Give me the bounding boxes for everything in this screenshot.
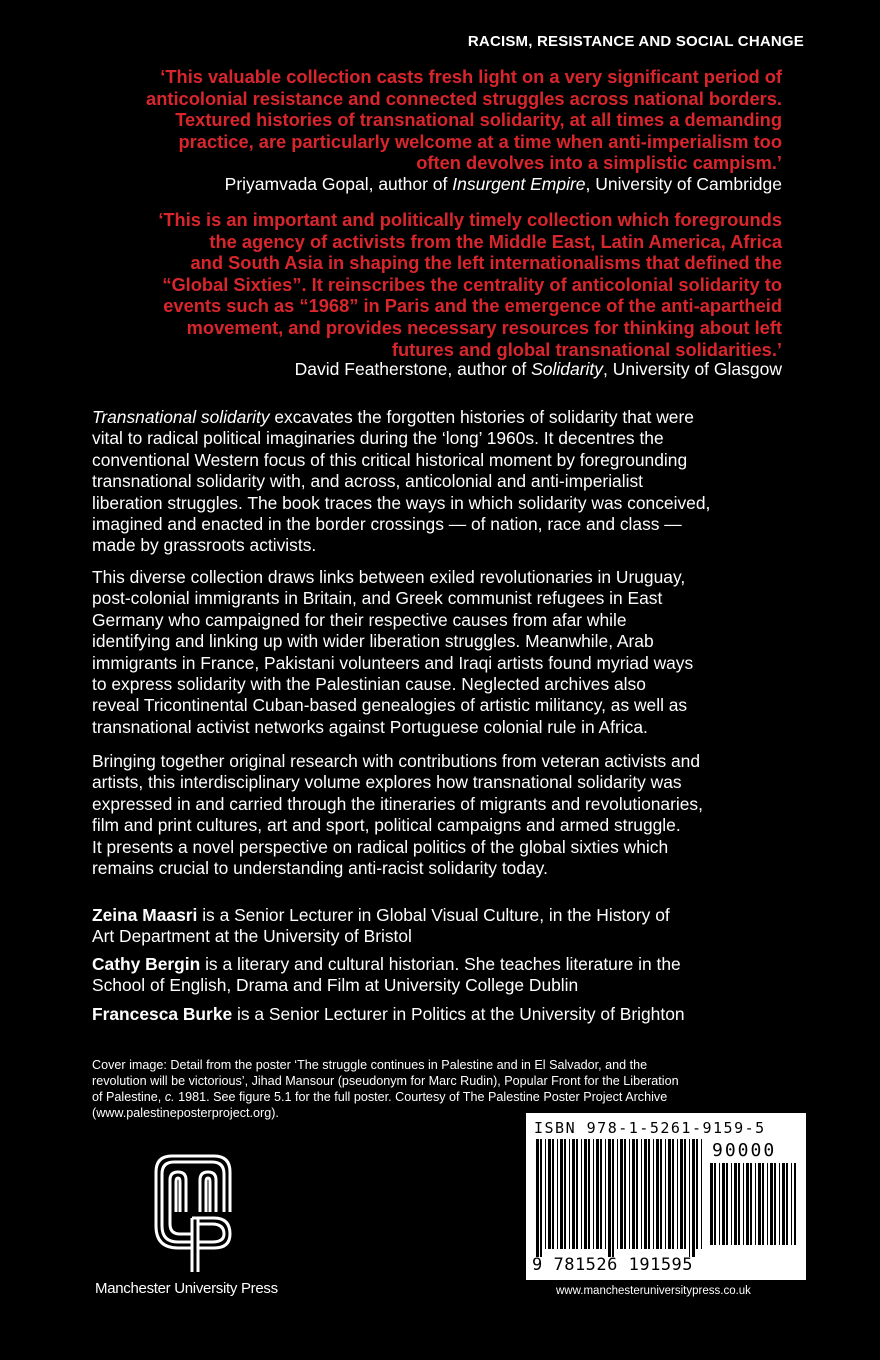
description-line: immigrants in France, Pakistani volunteers and Iraqi artists found myriad ways (92, 652, 694, 673)
barcode-bar (608, 1139, 611, 1257)
barcode-bar (714, 1163, 716, 1245)
barcode-bar (668, 1139, 671, 1249)
barcode-bar (684, 1139, 686, 1249)
description-line: vital to radical political imaginaries during the ‘long’ 1960s. It decentres the (92, 428, 664, 449)
description-line: artists, this interdisciplinary volume explores how transnational solidarity was (92, 772, 682, 793)
barcode-bar (782, 1163, 785, 1245)
description-line: Germany who campaigned for their respective causes from afar while (92, 609, 627, 630)
endorsement-quote-1 (146, 66, 782, 174)
description-line: post-colonial immigrants in Britain, and Greek communist refugees in East (92, 588, 663, 609)
author-bio-line: Art Department at the University of Bristol (92, 926, 412, 947)
description-line: transnational solidarity with, and across, anticolonial and anti-imperialist (92, 471, 643, 492)
quote-line: futures and global transnational solidarities.’ (391, 338, 782, 360)
author-bio-line: School of English, Drama and Film at University College Dublin (92, 975, 579, 996)
author-bio-line (92, 954, 681, 975)
quote-1-attribution (225, 174, 782, 195)
description-text: excavates the forgotten histories of solidarity that were (269, 407, 694, 427)
quote-line: and South Asia in shaping the left internationalisms that defined the (190, 252, 782, 274)
barcode-bar (653, 1139, 654, 1249)
description-line: to express solidarity with the Palestinian cause. Neglected archives also (92, 674, 646, 695)
barcode-bar (660, 1139, 662, 1249)
author-name: Zeina Maasri (92, 905, 198, 925)
isbn-barcode (526, 1113, 806, 1280)
description-line: identifying and linking up with wider liberation struggles. Meanwhile, Arab (92, 631, 654, 652)
barcode-bar (767, 1163, 768, 1245)
credit-text: of Palestine, (92, 1090, 165, 1104)
publisher-website: www.manchesteruniversitypress.co.uk (556, 1285, 751, 1297)
ean-digits: 9 781526 191595 (532, 1255, 694, 1275)
barcode-bar (672, 1139, 674, 1249)
description-paragraph-2 (92, 567, 812, 738)
barcode-bar (636, 1139, 638, 1249)
barcode-bar (701, 1139, 702, 1249)
barcode-bar (593, 1139, 594, 1249)
barcode-bar (738, 1163, 740, 1245)
description-line: transnational activist networks against Portuguese colonial rule in Africa. (92, 716, 648, 737)
barcode-bar (540, 1139, 542, 1257)
barcode-bar (755, 1163, 756, 1245)
author-bio-line (92, 905, 670, 926)
quote-line: “Global Sixties”. It reinscribes the centrality of anticolonial solidarity to (162, 273, 782, 295)
barcode-bar (620, 1139, 623, 1249)
quote-line: the agency of activists from the Middle East, Latin America, Africa (209, 230, 782, 252)
description-line: conventional Western focus of this critical historical moment by foregrounding (92, 449, 688, 470)
book-title-italic: Transnational solidarity (92, 407, 270, 427)
barcode-bar (774, 1163, 776, 1245)
quote-line: movement, and provides necessary resources for thinking about left (186, 316, 782, 338)
addon-barcode-bars (710, 1163, 798, 1253)
attribution-work-title: Insurgent Empire (452, 174, 586, 194)
description-line: This diverse collection draws links between exiled revolutionaries in Uruguay, (92, 567, 686, 587)
publisher-name: Manchester University Press (95, 1280, 278, 1297)
author-bio-text: is a literary and cultural historian. She teaches literature in the (200, 954, 681, 974)
author-bio-maasri (92, 905, 670, 948)
barcode-bar (719, 1163, 720, 1245)
attribution-text: , University of Glasgow (603, 359, 782, 379)
barcode-bar (758, 1163, 761, 1245)
credit-line (92, 1089, 792, 1105)
barcode-bar (750, 1163, 752, 1245)
credit-line: (www.palestineposterproject.org). (92, 1106, 279, 1120)
author-bio-line (92, 1004, 685, 1025)
ean-barcode-bars (536, 1139, 706, 1257)
barcode-bar (689, 1139, 690, 1257)
barcode-bar (779, 1163, 780, 1245)
barcode-bar (734, 1163, 737, 1245)
barcode-bar (656, 1139, 659, 1249)
barcode-bar (762, 1163, 764, 1245)
barcode-bar (576, 1139, 578, 1249)
barcode-bar (605, 1139, 606, 1249)
barcode-bar (536, 1139, 539, 1257)
barcode-bar (552, 1139, 554, 1249)
barcode-bar (624, 1139, 626, 1249)
barcode-bar (588, 1139, 590, 1249)
description-paragraph-3 (92, 751, 812, 879)
quote-line: Textured histories of transnational solidarity, at all times a demanding (175, 109, 782, 131)
barcode-bar (569, 1139, 570, 1249)
attribution-text: , University of Cambridge (585, 174, 782, 194)
barcode-bar (710, 1163, 713, 1245)
description-line: liberation struggles. The book traces the ways in which solidarity was conceived, (92, 492, 711, 513)
barcode-bar (677, 1139, 678, 1249)
barcode-bar (644, 1139, 647, 1249)
credit-circa: c. (164, 1090, 175, 1104)
barcode-bar (786, 1163, 788, 1245)
attribution-text: Priyamvada Gopal, author of (224, 174, 453, 194)
description-line: imagined and enacted in the border crossings — of nation, race and class — (92, 514, 682, 535)
quote-line: often devolves into a simplistic campism.’ (416, 152, 782, 174)
barcode-bar (722, 1163, 725, 1245)
description-line: reveal Tricontinental Cuban-based genealogies of artistic militancy, as well as (92, 695, 688, 716)
barcode-bar (600, 1139, 602, 1249)
quote-line: events such as “1968” in Paris and the emergence of the anti-apartheid (163, 295, 782, 317)
barcode-bar (557, 1139, 558, 1249)
barcode-bar (572, 1139, 575, 1249)
barcode-bar (629, 1139, 630, 1249)
author-name: Cathy Bergin (92, 954, 201, 974)
endorsement-quote-2 (158, 209, 782, 360)
barcode-bar (648, 1139, 650, 1249)
author-bio-text: is a Senior Lecturer in Global Visual Culture, in the History of (197, 905, 670, 925)
barcode-bar (641, 1139, 642, 1249)
barcode-bar (617, 1139, 618, 1249)
addon-number: 90000 (712, 1140, 777, 1161)
attribution-work-title: Solidarity (531, 359, 604, 379)
credit-text: 1981. See figure 5.1 for the full poster. Courtesy of The Palestine Poster Project Archive (174, 1090, 668, 1104)
barcode-bar (794, 1163, 796, 1245)
description-line: made by grassroots activists. (92, 535, 317, 556)
description-line: remains crucial to understanding anti-racist solidarity today. (92, 858, 548, 879)
barcode-bar (791, 1163, 792, 1245)
description-line: Bringing together original research with contributions from veteran activists and (92, 751, 701, 771)
description-line (92, 407, 812, 428)
barcode-bar (726, 1163, 728, 1245)
author-bio-burke (92, 1004, 685, 1025)
barcode-bar (545, 1139, 546, 1249)
cover-image-credit (92, 1057, 792, 1121)
barcode-bar (692, 1139, 695, 1257)
quote-line: ‘This is an important and politically timely collection which foregrounds (158, 209, 782, 230)
description-line: It presents a novel perspective on radical politics of the global sixties which (92, 836, 669, 857)
barcode-bar (746, 1163, 749, 1245)
credit-line: revolution will be victorious’, Jihad Mansour (pseudonym for Marc Rudin), Popular Front for the Liberation (92, 1074, 679, 1088)
credit-line: Cover image: Detail from the poster ‘The struggle continues in Palestine and in El Salvador, and the (92, 1058, 648, 1072)
barcode-bar (665, 1139, 666, 1249)
author-name: Francesca Burke (92, 1004, 233, 1024)
description-paragraph-1 (92, 407, 812, 557)
barcode-bar (632, 1139, 635, 1249)
author-bio-bergin (92, 954, 681, 997)
barcode-bar (581, 1139, 582, 1249)
attribution-text: David Featherstone, author of (294, 359, 532, 379)
isbn-label: ISBN 978-1-5261-9159-5 (534, 1119, 766, 1137)
barcode-bar (584, 1139, 587, 1249)
author-bio-text: is a Senior Lecturer in Politics at the University of Brighton (232, 1004, 685, 1024)
barcode-bar (680, 1139, 683, 1249)
description-line: film and print cultures, art and sport, political campaigns and armed struggle. (92, 815, 681, 836)
description-line: expressed in and carried through the itineraries of migrants and revolutionaries, (92, 793, 703, 814)
quote-line: anticolonial resistance and connected struggles across national borders. (146, 87, 782, 109)
barcode-bar (548, 1139, 551, 1249)
barcode-bar (596, 1139, 599, 1249)
barcode-bar (612, 1139, 614, 1257)
barcode-bar (731, 1163, 732, 1245)
barcode-bar (560, 1139, 563, 1249)
mup-logo-icon (148, 1150, 238, 1275)
series-title: RACISM, RESISTANCE AND SOCIAL CHANGE (467, 33, 804, 50)
quote-line: ‘This valuable collection casts fresh light on a very significant period of (160, 66, 782, 87)
barcode-bar (743, 1163, 744, 1245)
quote-2-attribution (295, 359, 782, 380)
barcode-bar (770, 1163, 773, 1245)
barcode-bar (564, 1139, 566, 1249)
quote-line: practice, are particularly welcome at a time when anti-imperialism too (178, 130, 782, 152)
barcode-bar (696, 1139, 698, 1249)
